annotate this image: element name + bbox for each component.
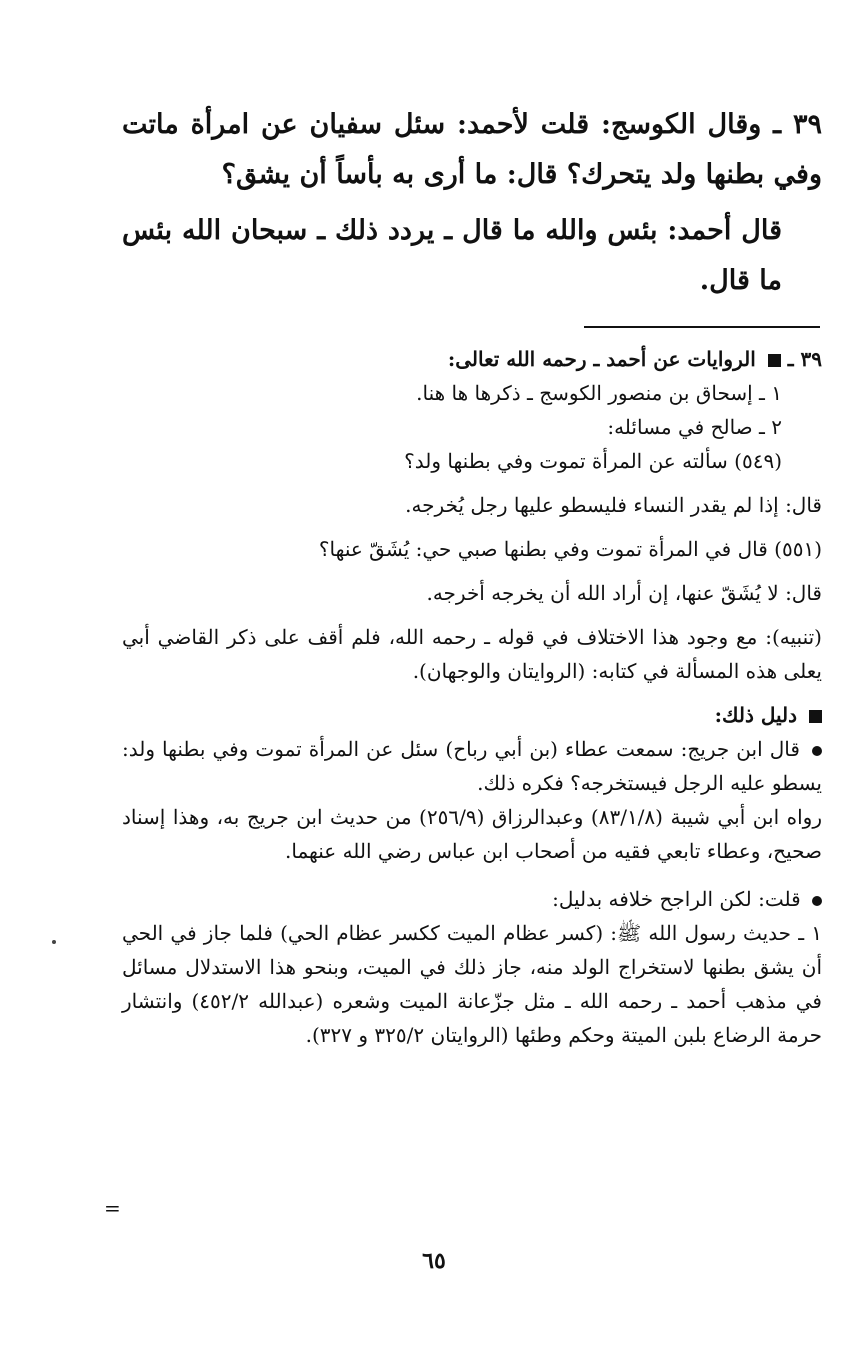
answer-551: قال: لا يُشَقّ عنها، إن أراد الله أن يخرجه أخرجه. xyxy=(426,581,822,605)
narration-line-1: ١ ـ إسحاق بن منصور الكوسج ـ ذكرها ها هنا. xyxy=(416,381,782,405)
hadith-number: ٣٩ ـ xyxy=(773,109,822,140)
rebuttal-heading: قلت: لكن الراجح خلافه بدليل: xyxy=(552,887,801,911)
bullet-dot-icon xyxy=(812,746,822,756)
rebuttal-heading-line xyxy=(122,882,822,916)
question-551: (٥٥١) قال في المرأة تموت وفي بطنها صبي حي: يُشَقّ عنها؟ xyxy=(318,537,822,561)
evidence-quote-text: قال ابن جريج: سمعت عطاء (بن أبي رباح) سئل عن المرأة تموت وفي بطنها ولد: يسطو عليه الرجل فيستخرجه؟ فكره ذلك. xyxy=(122,737,822,795)
main-text-block xyxy=(122,100,822,306)
evidence-heading-line xyxy=(122,698,822,732)
question-549: (٥٤٩) سألته عن المرأة تموت وفي بطنها ولد؟ xyxy=(404,449,782,473)
footnote-block xyxy=(122,342,822,1052)
evidence-heading: دليل ذلك: xyxy=(714,703,798,727)
note-paragraph: (تنبيه): مع وجود هذا الاختلاف في قوله ـ رحمه الله، فلم أقف على ذكر القاضي أبي يعلى هذه المسألة في كتابه: (الروايتان والوجهان). xyxy=(122,625,822,683)
rebuttal-text: ١ ـ حديث رسول الله ﷺ: (كسر عظام الميت ككسر عظام الحي) فلما جاز في الحي أن يشق بطنها لاستخراج الولد منه، جاز ذلك في الميت، وبنحو هذا الاستدلال مسائل في مذهب أحمد ـ رحمه الله ـ مثل جزّعانة الميت وشعره (عبدالله ٤٥٢/٢) وانتشار حرمة الرضاع بلبن الميتة وحكم وطئها (الروايتان ٣٢٥/٢ و ٣٢٧). xyxy=(122,921,822,1047)
answer-549: قال: إذا لم يقدر النساء فليسطو عليها رجل يُخرجه. xyxy=(405,493,822,517)
page-number: ٦٥ xyxy=(422,1248,446,1274)
hadith-text: وقال الكوسج: قلت لأحمد: سئل سفيان عن امرأة ماتت وفي بطنها ولد يتحرك؟ قال: ما أرى به بأساً أن يشق؟ xyxy=(122,109,822,190)
square-bullet-icon xyxy=(809,710,822,723)
footnote-heading-line xyxy=(122,342,822,376)
evidence-quote xyxy=(122,732,822,800)
margin-dot xyxy=(52,940,56,944)
square-bullet-icon xyxy=(768,354,781,367)
footnote-number: ٣٩ ـ xyxy=(787,347,822,371)
narration-line-2: ٢ ـ صالح في مسائله: xyxy=(607,415,782,439)
footnote-heading: الروايات عن أحمد ـ رحمه الله تعالى: xyxy=(447,347,756,371)
bullet-dot-icon xyxy=(812,896,822,906)
continuation-mark: = xyxy=(104,1196,121,1220)
evidence-source: رواه ابن أبي شيبة (٨٣/١/٨) وعبدالرزاق (٢٥٦/٩) من حديث ابن جريج به، وهذا إسناد صحيح، وعطاء تابعي فقيه من أصحاب ابن عباس رضي الله عنهما. xyxy=(122,805,822,863)
hadith-paragraph xyxy=(122,100,822,200)
footnote-divider xyxy=(584,326,820,328)
ahmad-comment: قال أحمد: بئس والله ما قال ـ يردد ذلك ـ سبحان الله بئس ما قال. xyxy=(122,215,782,296)
